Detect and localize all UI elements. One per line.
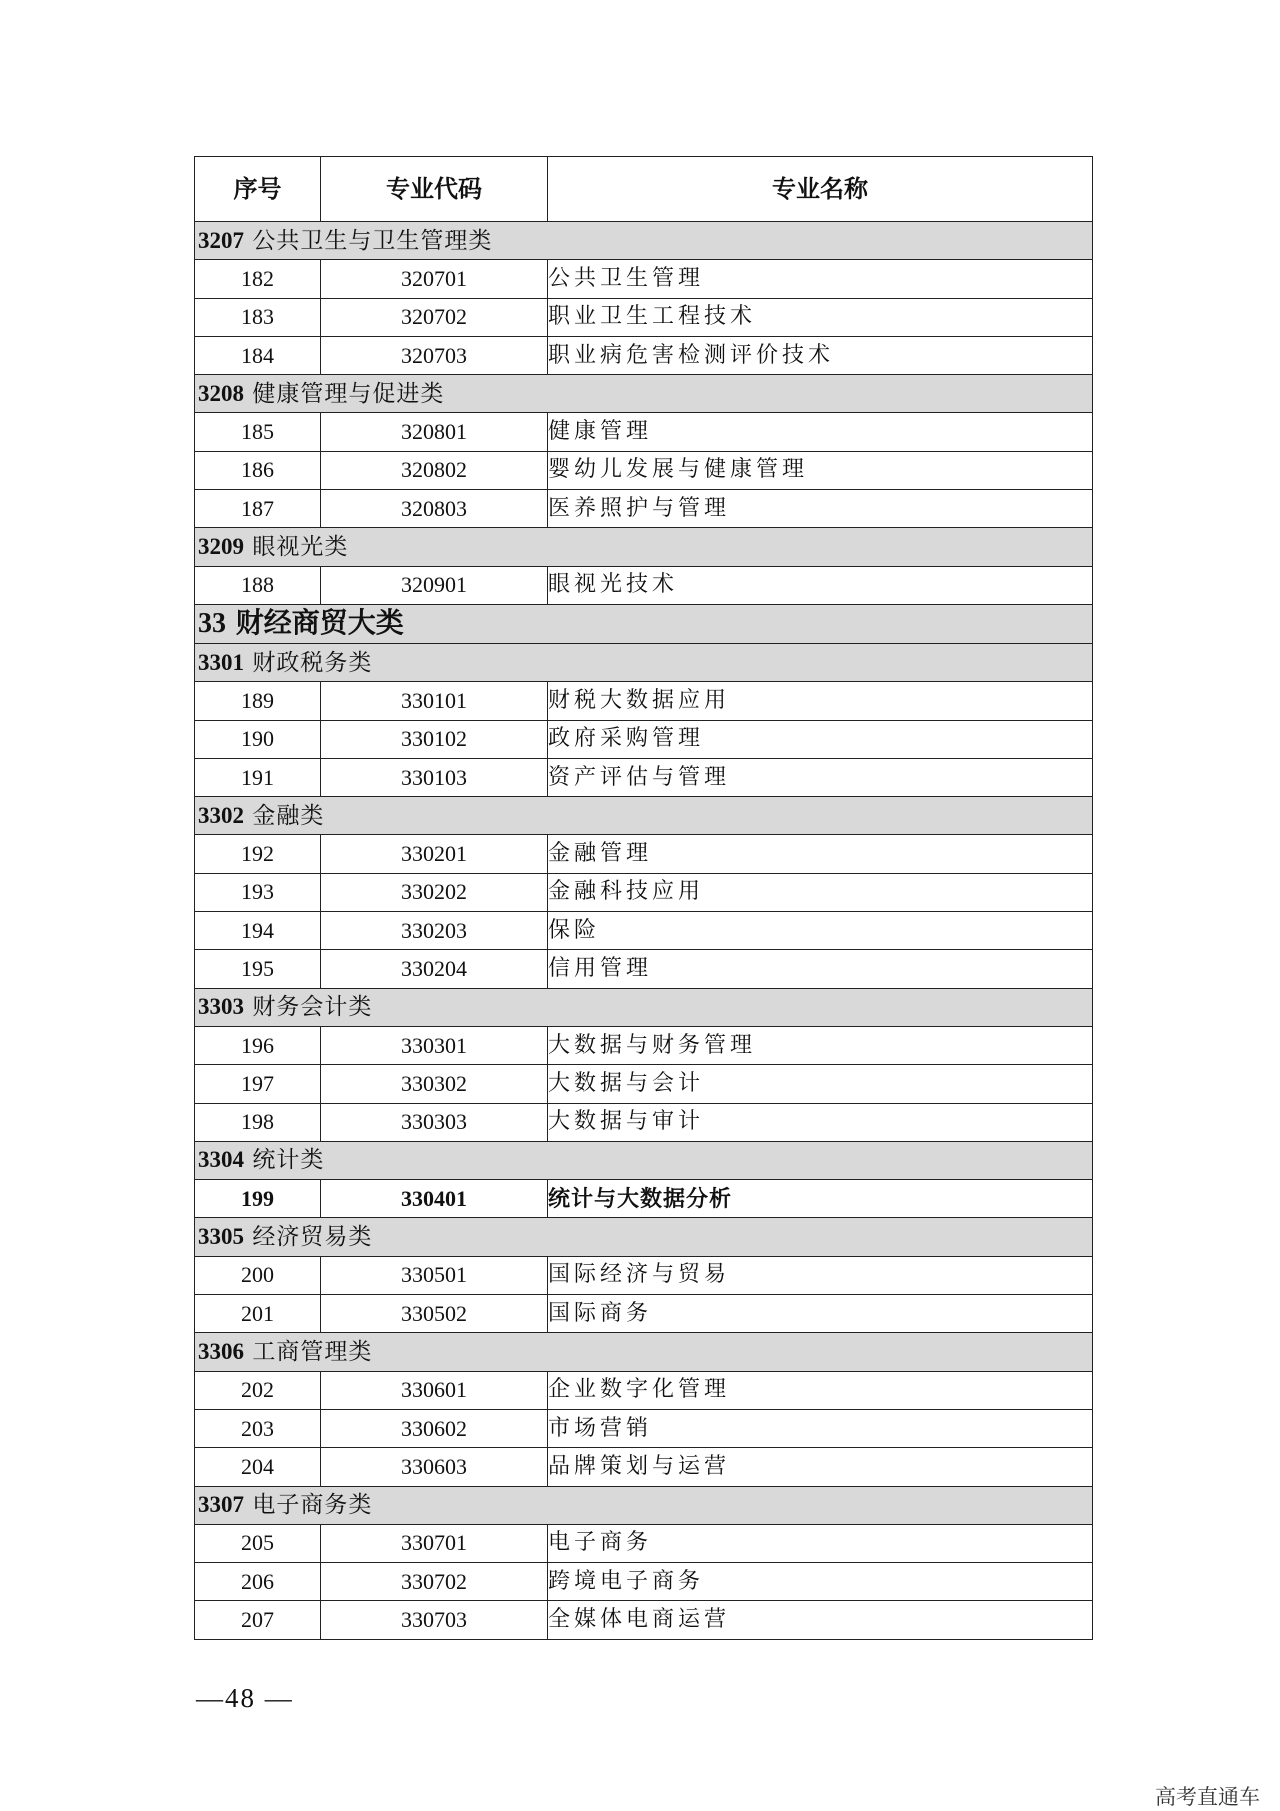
name-cell: 资产评估与管理: [548, 758, 1093, 796]
category-code: 3306: [198, 1338, 244, 1364]
name-cell: 企业数字化管理: [548, 1371, 1093, 1409]
name-cell: 市场营销: [548, 1409, 1093, 1447]
table-row: [195, 1448, 1093, 1486]
header-code: 专业代码: [321, 157, 548, 222]
table-row: [195, 1103, 1093, 1141]
seq-cell: 191: [195, 758, 321, 796]
table-row: [195, 720, 1093, 758]
table-row: [195, 260, 1093, 298]
seq-cell: 183: [195, 298, 321, 336]
page-number: —48 —: [196, 1683, 294, 1713]
seq-cell: 188: [195, 566, 321, 604]
seq-cell: 197: [195, 1065, 321, 1103]
major-category-row: [195, 604, 1093, 643]
table-row: [195, 451, 1093, 489]
seq-cell: 186: [195, 451, 321, 489]
table-row: [195, 566, 1093, 604]
category-cell: [195, 1486, 1093, 1524]
name-cell: 国际经济与贸易: [548, 1256, 1093, 1294]
code-cell: 330201: [321, 835, 548, 873]
category-cell: [195, 375, 1093, 413]
name-cell: 品牌策划与运营: [548, 1448, 1093, 1486]
code-cell: 330103: [321, 758, 548, 796]
category-title: 财务会计类: [252, 994, 373, 1021]
name-cell: 政府采购管理: [548, 720, 1093, 758]
seq-cell: 206: [195, 1563, 321, 1601]
name-cell: 电子商务: [548, 1524, 1093, 1562]
seq-cell: 195: [195, 950, 321, 988]
category-row: [195, 1218, 1093, 1256]
seq-cell: 187: [195, 490, 321, 528]
category-code: 3207: [198, 227, 244, 253]
code-cell: 330601: [321, 1371, 548, 1409]
seq-cell: 190: [195, 720, 321, 758]
category-row: [195, 643, 1093, 681]
code-cell: 330603: [321, 1448, 548, 1486]
code-cell: 330401: [321, 1180, 548, 1218]
table-row: [195, 873, 1093, 911]
code-cell: 330302: [321, 1065, 548, 1103]
table-row: [195, 1409, 1093, 1447]
code-cell: 330202: [321, 873, 548, 911]
seq-cell: 193: [195, 873, 321, 911]
watermark: 高考直通车: [1155, 1785, 1260, 1809]
name-cell: 大数据与财务管理: [548, 1026, 1093, 1064]
name-cell: 全媒体电商运营: [548, 1601, 1093, 1639]
name-cell: 金融管理: [548, 835, 1093, 873]
seq-cell: 200: [195, 1256, 321, 1294]
name-cell: 健康管理: [548, 413, 1093, 451]
name-cell: 职业病危害检测评价技术: [548, 336, 1093, 374]
header-seq: 序号: [195, 157, 321, 222]
category-code: 33: [198, 608, 226, 640]
code-cell: 330502: [321, 1295, 548, 1333]
seq-cell: 189: [195, 682, 321, 720]
code-cell: 330203: [321, 912, 548, 950]
seq-cell: 182: [195, 260, 321, 298]
name-cell: 眼视光技术: [548, 566, 1093, 604]
category-cell: [195, 222, 1093, 260]
category-code: 3302: [198, 802, 244, 828]
code-cell: 320901: [321, 566, 548, 604]
name-cell: 跨境电子商务: [548, 1563, 1093, 1601]
table-row: [195, 490, 1093, 528]
category-row: [195, 988, 1093, 1026]
table-row: [195, 1256, 1093, 1294]
category-title: 工商管理类: [252, 1338, 373, 1365]
name-cell: 统计与大数据分析: [548, 1180, 1093, 1218]
table-row: [195, 758, 1093, 796]
table-row: [195, 1026, 1093, 1064]
seq-cell: 196: [195, 1026, 321, 1064]
name-cell: 职业卫生工程技术: [548, 298, 1093, 336]
table-row: [195, 1601, 1093, 1639]
code-cell: 320803: [321, 490, 548, 528]
table-row: [195, 1563, 1093, 1601]
header-name: 专业名称: [548, 157, 1093, 222]
table-header-row: [195, 157, 1093, 222]
category-title: 金融类: [252, 802, 325, 829]
seq-cell: 207: [195, 1601, 321, 1639]
seq-cell: 194: [195, 912, 321, 950]
category-row: [195, 222, 1093, 260]
table-row: [195, 1180, 1093, 1218]
name-cell: 大数据与审计: [548, 1103, 1093, 1141]
name-cell: 国际商务: [548, 1295, 1093, 1333]
table-row: [195, 682, 1093, 720]
code-cell: 330701: [321, 1524, 548, 1562]
code-cell: 330301: [321, 1026, 548, 1064]
category-code: 3307: [198, 1492, 244, 1518]
category-code: 3209: [198, 534, 244, 560]
category-title: 财政税务类: [252, 649, 373, 676]
table-row: [195, 1524, 1093, 1562]
category-row: [195, 1486, 1093, 1524]
code-cell: 330102: [321, 720, 548, 758]
name-cell: 金融科技应用: [548, 873, 1093, 911]
category-cell: [195, 1218, 1093, 1256]
code-cell: 330101: [321, 682, 548, 720]
category-row: [195, 528, 1093, 566]
name-cell: 医养照护与管理: [548, 490, 1093, 528]
name-cell: 婴幼儿发展与健康管理: [548, 451, 1093, 489]
category-code: 3305: [198, 1224, 244, 1250]
table-row: [195, 912, 1093, 950]
table-row: [195, 336, 1093, 374]
name-cell: 信用管理: [548, 950, 1093, 988]
category-cell: [195, 604, 1093, 643]
code-cell: 330703: [321, 1601, 548, 1639]
category-title: 电子商务类: [252, 1492, 373, 1519]
table-row: [195, 413, 1093, 451]
category-title: 公共卫生与卫生管理类: [252, 227, 493, 254]
category-code: 3208: [198, 380, 244, 406]
code-cell: 330501: [321, 1256, 548, 1294]
seq-cell: 202: [195, 1371, 321, 1409]
code-cell: 330204: [321, 950, 548, 988]
name-cell: 保险: [548, 912, 1093, 950]
table-row: [195, 950, 1093, 988]
code-cell: 330702: [321, 1563, 548, 1601]
category-title: 统计类: [252, 1147, 325, 1174]
code-cell: 320701: [321, 260, 548, 298]
seq-cell: 184: [195, 336, 321, 374]
category-cell: [195, 643, 1093, 681]
seq-cell: 203: [195, 1409, 321, 1447]
category-cell: [195, 1333, 1093, 1371]
category-cell: [195, 528, 1093, 566]
category-cell: [195, 1141, 1093, 1179]
table-row: [195, 1065, 1093, 1103]
category-title: 健康管理与促进类: [252, 380, 445, 407]
table-body: [195, 222, 1093, 1640]
category-title: 经济贸易类: [252, 1224, 373, 1251]
category-row: [195, 797, 1093, 835]
name-cell: 大数据与会计: [548, 1065, 1093, 1103]
code-cell: 320802: [321, 451, 548, 489]
name-cell: 公共卫生管理: [548, 260, 1093, 298]
code-cell: 320801: [321, 413, 548, 451]
category-row: [195, 1141, 1093, 1179]
code-cell: 320703: [321, 336, 548, 374]
seq-cell: 192: [195, 835, 321, 873]
table-row: [195, 1295, 1093, 1333]
code-cell: 330303: [321, 1103, 548, 1141]
code-cell: 320702: [321, 298, 548, 336]
category-row: [195, 1333, 1093, 1371]
seq-cell: 199: [195, 1180, 321, 1218]
code-cell: 330602: [321, 1409, 548, 1447]
table-row: [195, 835, 1093, 873]
name-cell: 财税大数据应用: [548, 682, 1093, 720]
category-row: [195, 375, 1093, 413]
table-row: [195, 1371, 1093, 1409]
category-code: 3304: [198, 1147, 244, 1173]
category-title: 财经商贸大类: [235, 606, 404, 640]
seq-cell: 201: [195, 1295, 321, 1333]
seq-cell: 198: [195, 1103, 321, 1141]
seq-cell: 204: [195, 1448, 321, 1486]
category-title: 眼视光类: [252, 534, 349, 561]
category-cell: [195, 988, 1093, 1026]
category-code: 3301: [198, 649, 244, 675]
category-cell: [195, 797, 1093, 835]
seq-cell: 205: [195, 1524, 321, 1562]
table-row: [195, 298, 1093, 336]
seq-cell: 185: [195, 413, 321, 451]
major-catalog-table: [194, 156, 1093, 1640]
category-code: 3303: [198, 994, 244, 1020]
